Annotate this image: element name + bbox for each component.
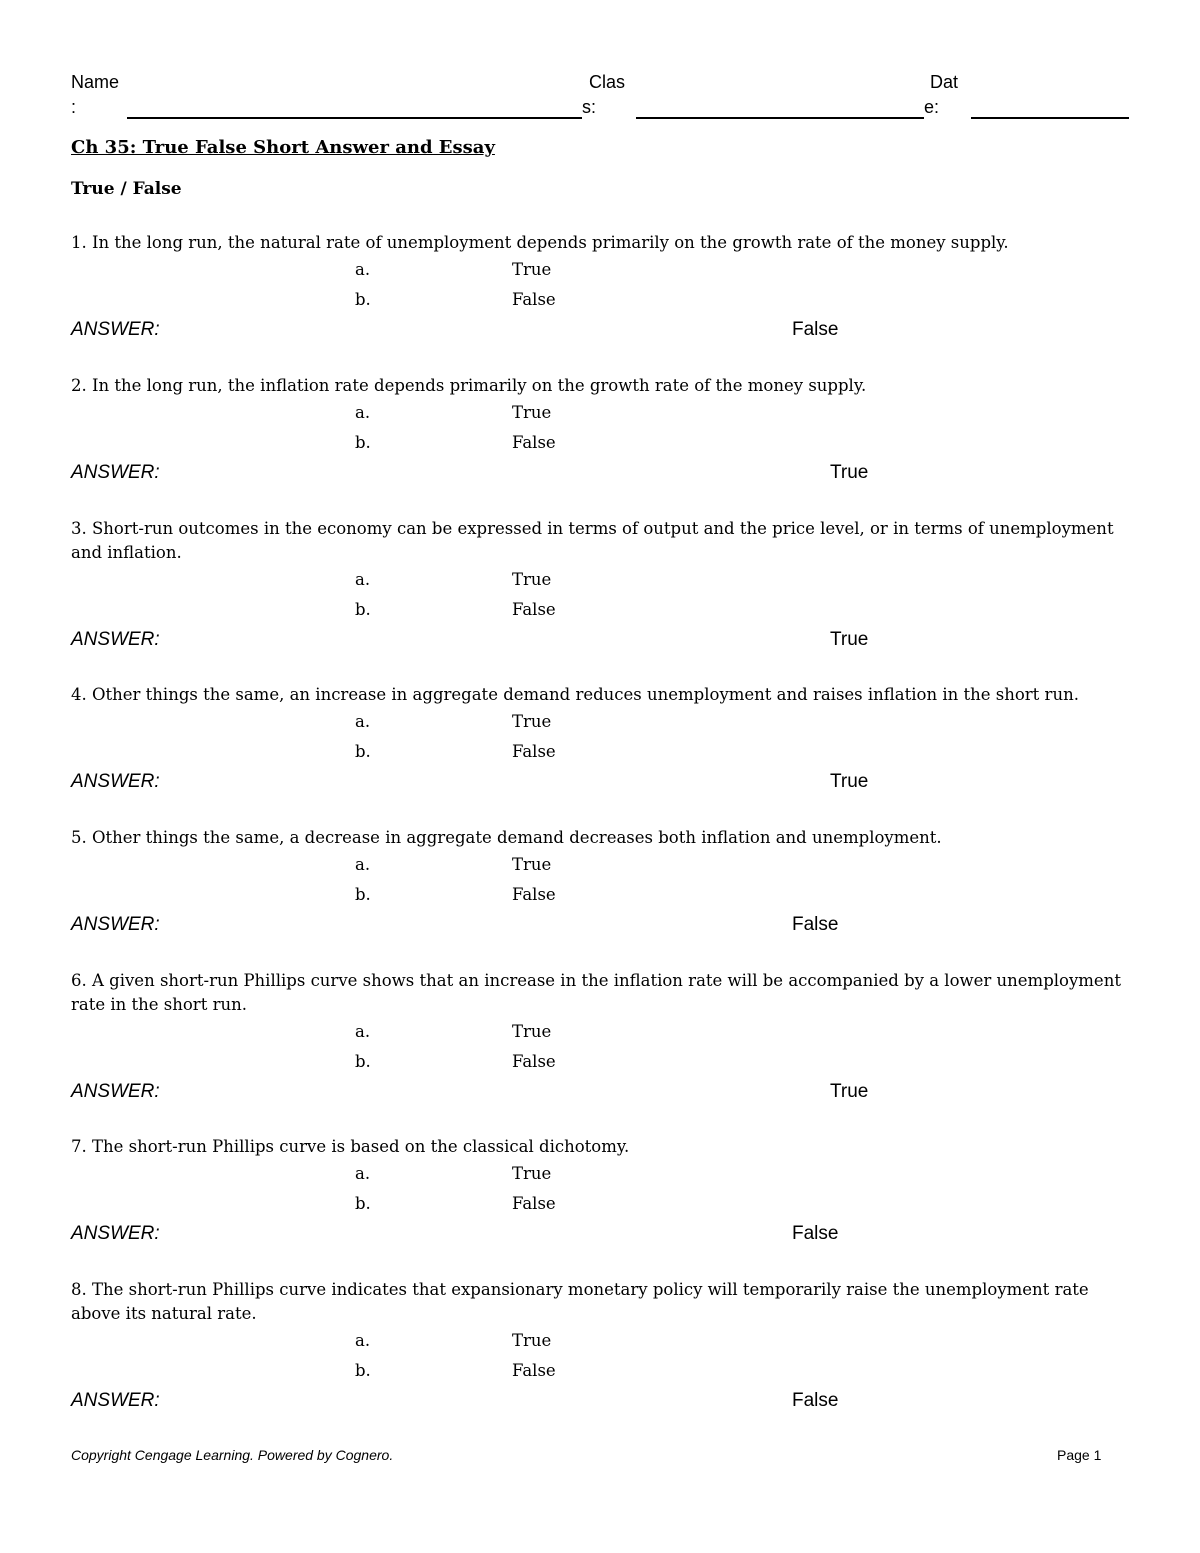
answer-value: True	[830, 771, 869, 792]
option-letter: a.	[355, 403, 371, 422]
page-number: Page 1	[1057, 1447, 1102, 1463]
question-2	[71, 374, 1131, 488]
option-text: False	[512, 1194, 556, 1213]
option-b[interactable]	[71, 737, 1131, 767]
option-text: True	[512, 855, 552, 874]
answer-value: False	[792, 914, 839, 935]
date-field-line[interactable]	[971, 117, 1129, 119]
answer-value: False	[792, 1390, 839, 1411]
answer-row	[71, 625, 1131, 655]
question-text: 6. A given short-run Phillips curve shows that an increase in the inflation rate will be accompanied by a lower unemployment rate in the short run.	[71, 971, 1121, 1014]
option-letter: a.	[355, 1022, 371, 1041]
answer-value: False	[792, 319, 839, 340]
name-label-bottom: :	[71, 97, 77, 117]
answer-row	[71, 1077, 1131, 1107]
question-5	[71, 826, 1131, 940]
option-a[interactable]	[71, 255, 1131, 285]
answer-label: ANSWER:	[71, 1223, 160, 1244]
option-letter: b.	[355, 600, 371, 619]
option-a[interactable]	[71, 1326, 1131, 1356]
option-b[interactable]	[71, 880, 1131, 910]
option-text: False	[512, 742, 556, 761]
date-label-top: Dat	[930, 72, 959, 92]
question-6	[71, 969, 1131, 1107]
question-1	[71, 231, 1131, 345]
option-letter: b.	[355, 433, 371, 452]
class-label-bottom: s:	[582, 97, 597, 117]
class-label-top: Clas	[589, 72, 626, 92]
option-b[interactable]	[71, 428, 1131, 458]
question-8	[71, 1278, 1131, 1416]
answer-label: ANSWER:	[71, 771, 160, 792]
answer-label: ANSWER:	[71, 1390, 160, 1411]
option-text: True	[512, 1164, 552, 1183]
answer-label: ANSWER:	[71, 462, 160, 483]
option-a[interactable]	[71, 707, 1131, 737]
answer-label: ANSWER:	[71, 914, 160, 935]
question-text: 8. The short-run Phillips curve indicates that expansionary monetary policy will temporarily raise the unemployment rate above its natural rate.	[71, 1280, 1089, 1323]
option-text: True	[512, 403, 552, 422]
option-text: False	[512, 290, 556, 309]
option-letter: a.	[355, 712, 371, 731]
name-label-top: Name	[71, 72, 120, 92]
option-letter: a.	[355, 570, 371, 589]
option-a[interactable]	[71, 565, 1131, 595]
answer-value: True	[830, 1081, 869, 1102]
answer-row	[71, 315, 1131, 345]
section-heading: True / False	[71, 179, 182, 199]
question-text: 1. In the long run, the natural rate of unemployment depends primarily on the growth rate of the money supply.	[71, 233, 1009, 252]
answer-row	[71, 910, 1131, 940]
option-letter: a.	[355, 260, 371, 279]
option-text: True	[512, 712, 552, 731]
answer-row	[71, 458, 1131, 488]
option-a[interactable]	[71, 1159, 1131, 1189]
question-text: 4. Other things the same, an increase in aggregate demand reduces unemployment and raises inflation in the short run.	[71, 685, 1079, 704]
option-b[interactable]	[71, 1189, 1131, 1219]
option-text: True	[512, 570, 552, 589]
answer-value: True	[830, 462, 869, 483]
option-letter: b.	[355, 1052, 371, 1071]
option-a[interactable]	[71, 398, 1131, 428]
option-letter: a.	[355, 1164, 371, 1183]
option-text: False	[512, 1361, 556, 1380]
class-field-line[interactable]	[636, 117, 924, 119]
answer-row	[71, 1386, 1131, 1416]
question-text: 7. The short-run Phillips curve is based on the classical dichotomy.	[71, 1137, 630, 1156]
option-letter: a.	[355, 855, 371, 874]
option-letter: b.	[355, 885, 371, 904]
answer-row	[71, 767, 1131, 797]
option-text: True	[512, 1022, 552, 1041]
option-a[interactable]	[71, 1017, 1131, 1047]
question-4	[71, 683, 1131, 797]
question-7	[71, 1135, 1131, 1249]
copyright-notice: Copyright Cengage Learning. Powered by Cognero.	[71, 1447, 394, 1463]
answer-value: True	[830, 629, 869, 650]
answer-label: ANSWER:	[71, 629, 160, 650]
question-text: 2. In the long run, the inflation rate depends primarily on the growth rate of the money supply.	[71, 376, 867, 395]
option-b[interactable]	[71, 1047, 1131, 1077]
option-text: False	[512, 885, 556, 904]
name-field-line[interactable]	[127, 117, 582, 119]
option-letter: b.	[355, 1194, 371, 1213]
option-letter: b.	[355, 742, 371, 761]
option-b[interactable]	[71, 595, 1131, 625]
question-text: 5. Other things the same, a decrease in aggregate demand decreases both inflation and unemployment.	[71, 828, 942, 847]
date-label-bottom: e:	[924, 97, 940, 117]
answer-label: ANSWER:	[71, 319, 160, 340]
option-text: True	[512, 260, 552, 279]
answer-label: ANSWER:	[71, 1081, 160, 1102]
option-letter: a.	[355, 1331, 371, 1350]
answer-value: False	[792, 1223, 839, 1244]
question-3	[71, 517, 1131, 655]
option-b[interactable]	[71, 285, 1131, 315]
option-letter: b.	[355, 1361, 371, 1380]
page-title: Ch 35: True False Short Answer and Essay	[71, 137, 495, 158]
option-a[interactable]	[71, 850, 1131, 880]
option-letter: b.	[355, 290, 371, 309]
answer-row	[71, 1219, 1131, 1249]
option-text: False	[512, 1052, 556, 1071]
question-text: 3. Short-run outcomes in the economy can be expressed in terms of output and the price level, or in terms of unemployment and inflation.	[71, 519, 1114, 562]
option-b[interactable]	[71, 1356, 1131, 1386]
option-text: False	[512, 600, 556, 619]
option-text: True	[512, 1331, 552, 1350]
option-text: False	[512, 433, 556, 452]
